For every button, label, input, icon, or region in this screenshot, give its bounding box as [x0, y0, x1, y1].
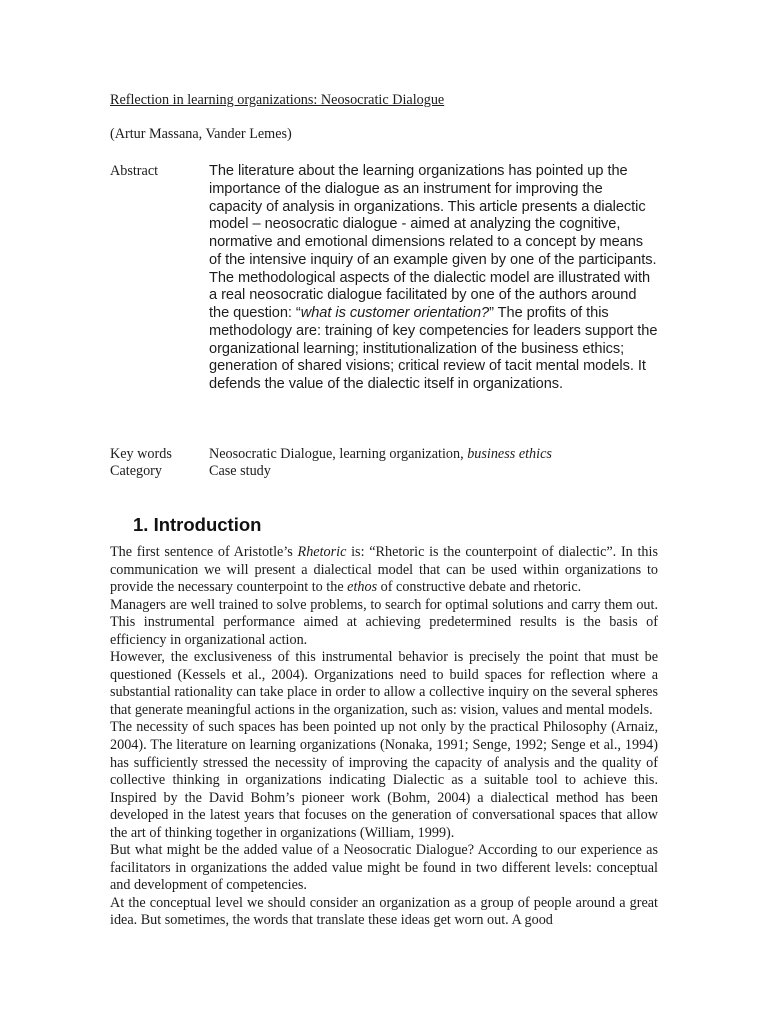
- paragraph: But what might be the added value of a Neosocratic Dialogue? According to our experience as facilitators in organizations the added value might be found in two different levels: conceptual and development of competencies.: [110, 842, 658, 894]
- abstract-label: Abstract: [110, 163, 159, 179]
- abstract-text: [209, 163, 659, 394]
- category-label: Category: [110, 463, 163, 479]
- paragraph-italic-ethos: ethos: [347, 579, 378, 596]
- paragraph: However, the exclusiveness of this instrumental behavior is precisely the point that must be questioned (Kessels et al., 2004). Organizations need to build spaces for reflection where a substantial rationality can take place in order to allow a collective inquiry on the several spheres that generate meaningful actions in the organization, such as: vision, values and mental models.: [110, 649, 658, 718]
- paragraph-text: of constructive debate and rhetoric.: [377, 579, 582, 596]
- abstract-text-part-1: The literature about the learning organizations has pointed up the importance of the dialogue as an instrument for improving the capacity of analysis in organizations. This article presents a dialectic model – neosocratic dialogue - aimed at analyzing the cognitive, normative and emotional dimensions related to a concept by means of the intensive inquiry of an example given by one of the participants. The methodological aspects of the dialectic model are illustrated with a real neosocratic dialogue facilitated by one of the authors around the question: “: [209, 163, 657, 321]
- category-value: Case study: [209, 463, 271, 479]
- paragraph: The necessity of such spaces has been pointed up not only by the practical Philosophy (Arnaiz, 2004). The literature on learning organizations (Nonaka, 1991; Senge, 1992; Senge et al., 1994) has sufficiently stressed the necessity of improving the capacity of analysis and the quality of collective thinking in organizations indicating Dialectic as a suitable tool to achieve this. Inspired by the David Bohm’s pioneer work (Bohm, 2004) a dialectical method has been developed in the latest years that focuses on the generation of conversational spaces that allow the art of thinking together in organizations (William, 1999).: [110, 719, 658, 841]
- keywords-italic: business ethics: [467, 446, 552, 462]
- keywords-text: [209, 446, 552, 463]
- keywords-plain: Neosocratic Dialogue, learning organization,: [209, 446, 468, 462]
- document-authors: (Artur Massana, Vander Lemes): [110, 126, 292, 142]
- paragraph-text: The first sentence of Aristotle’s: [110, 544, 298, 560]
- keywords-label: Key words: [110, 446, 172, 462]
- document-title: Reflection in learning organizations: Neosocratic Dialogue: [110, 92, 445, 108]
- section-heading: 1. Introduction: [133, 514, 262, 535]
- paragraph-text: is: “Rhetoric is the counterpoint of dialectic”. In this communication we will present a dialectical model that can be used within organizations to provide the necessary counterpoint to the: [110, 544, 658, 596]
- abstract-question: what is customer orientation?: [300, 305, 490, 321]
- paragraph-italic-rhetoric: Rhetoric: [297, 544, 347, 560]
- body-text: [110, 544, 658, 930]
- paragraph: [110, 544, 658, 597]
- abstract-text-part-2: ” The profits of this methodology are: training of key competencies for leaders support the organizational learning; institutionalization of the business ethics; generation of shared visions; critical review of tacit mental models. It defends the value of the dialectic itself in organizations.: [209, 305, 658, 392]
- paragraph: Managers are well trained to solve problems, to search for optimal solutions and carry them out. This instrumental performance aimed at achieving predetermined results is the basis of efficiency in organizational action.: [110, 596, 658, 648]
- paragraph: At the conceptual level we should consider an organization as a group of people around a great idea. But sometimes, the words that translate these ideas get worn out. A good: [110, 894, 658, 929]
